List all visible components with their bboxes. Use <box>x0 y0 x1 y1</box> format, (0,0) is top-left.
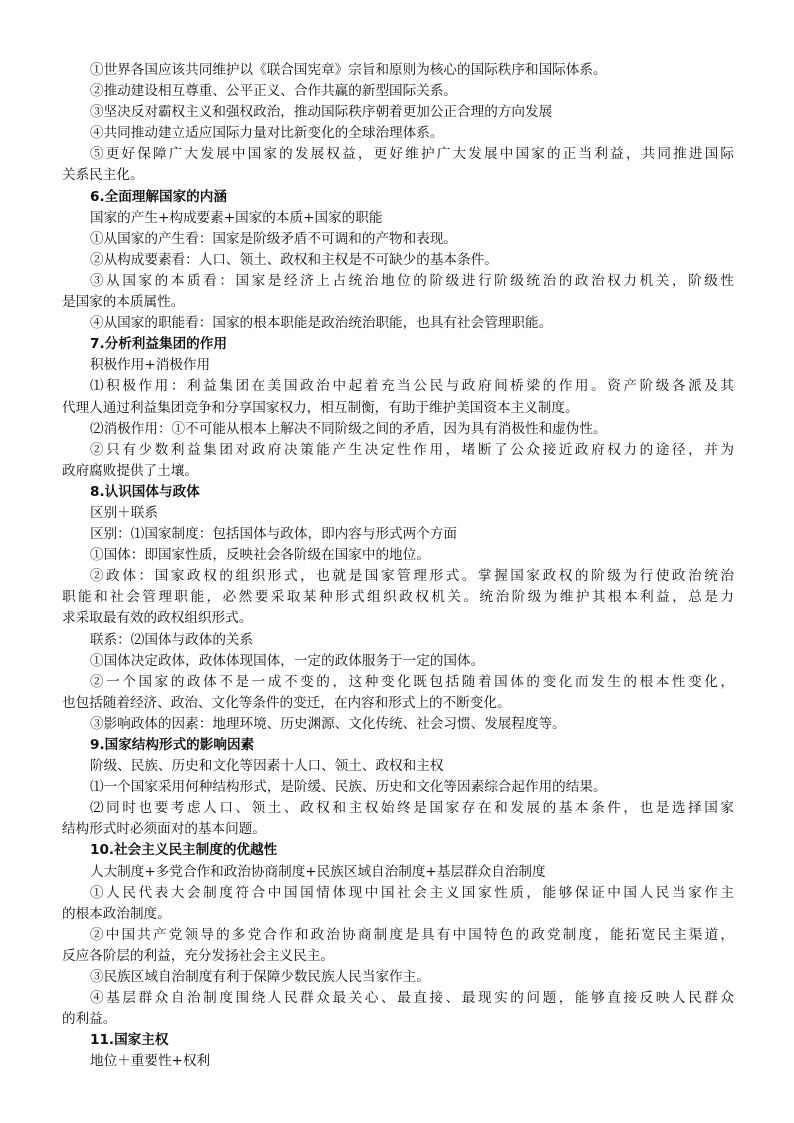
paragraph: ②政体：国家政权的组织形式，也就是国家管理形式。掌握国家政权的阶级为行使政治统治 <box>90 568 734 585</box>
section-heading: 7.分析利益集团的作用 <box>90 336 227 353</box>
section-7 <box>62 334 734 482</box>
paragraph: ③从国家的本质看：国家是经济上占统治地位的阶级进行阶级统治的政治权力机关，阶级性 <box>90 272 734 289</box>
paragraph-continuation: 关系民主化。 <box>62 167 144 184</box>
paragraph-continuation: 代理人通过利益集团竞争和分享国家权力，相互制衡，有助于维护美国资本主义制度。 <box>62 399 579 416</box>
paragraph: ②推动建设相互尊重、公平正义、合作共赢的新型国际关系。 <box>90 83 458 100</box>
paragraph: ⑴一个国家采用何种结构形式，是阶缓、民族、历史和文化等因素综合起作用的结果。 <box>90 779 607 796</box>
section-summary: 地位＋重要性+权利 <box>90 1053 211 1070</box>
document-body <box>62 60 734 1073</box>
paragraph: ⑤更好保障广大发展中国家的发展权益，更好维护广大发展中国家的正当利益，共同推进国际 <box>90 146 734 163</box>
section-10 <box>62 840 734 1030</box>
paragraph-continuation: 政府腐败提供了土壤。 <box>62 462 198 479</box>
section-heading: 9.国家结构形式的影响因素 <box>90 737 255 753</box>
paragraph: ③坚决反对霸权主义和强权政治，推动国际秩序朝着更加公正合理的方向发展 <box>90 104 553 121</box>
section-5-list <box>62 60 734 187</box>
paragraph-continuation: 职能和社会管理职能，必然要采取某种形式组织政权机关。统治阶级为维护其根本利益，总是力 <box>62 589 734 606</box>
section-summary: 人大制度+多党合作和政治协商制度+民族区域自治制度+基层群众自治制度 <box>90 863 546 880</box>
paragraph-continuation: 也包括随着经济、政治、文化等条件的变迁，在内容和形式上的不断变化。 <box>62 694 511 711</box>
paragraph: ③民族区域自治制度有利于保障少数民族人民当家作主。 <box>90 969 430 986</box>
paragraph: ③影响政体的因素：地理环境、历史渊源、文化传统、社会习惯、发展程度等。 <box>90 715 566 732</box>
paragraph: 联系：⑵国体与政体的关系 <box>90 631 254 648</box>
section-9 <box>62 735 734 840</box>
paragraph: ④从国家的职能看：国家的根本职能是政治统治职能，也具有社会管理职能。 <box>90 315 553 332</box>
section-heading: 6.全面理解国家的内涵 <box>90 188 227 205</box>
section-heading: 10.社会主义民主制度的优越性 <box>90 842 278 859</box>
section-summary: 区别＋联系 <box>90 504 158 521</box>
paragraph: ②从构成要素看：人口、领土、政权和主权是不可缺少的基本条件。 <box>90 251 498 268</box>
paragraph: ⑵同时也要考虑人口、领土、政权和主权始终是国家存在和发展的基本条件，也是选择国家 <box>90 800 734 817</box>
section-heading: 8.认识国体与政体 <box>90 483 200 500</box>
paragraph: ①国体决定政体，政体体现国体，一定的政体服务于一定的国体。 <box>90 652 485 669</box>
section-6 <box>62 187 734 335</box>
paragraph: ⑵消极作用：①不可能从根本上解决不同阶级之间的矛盾，因为具有消极性和虚伪性。 <box>90 420 607 437</box>
paragraph: ②只有少数利益集团对政府决策能产生决定性作用，堵断了公众接近政府权力的途径，并为 <box>90 441 734 458</box>
paragraph: ②中国共产党领导的多党合作和政治协商制度是具有中国特色的政党制度，能拓宽民主渠道， <box>90 926 734 943</box>
paragraph: ①世界各国应该共同维护以《联合国宪章》宗旨和原则为核心的国际秩序和国际体系。 <box>90 62 607 78</box>
paragraph: ①国体：即国家性质，反映社会各阶级在国家中的地位。 <box>90 547 430 564</box>
paragraph-continuation: 反应各阶层的利益，充分发扬社会主义民主。 <box>62 947 334 964</box>
paragraph-continuation: 是国家的本质属性。 <box>62 294 185 311</box>
section-11 <box>62 1030 734 1072</box>
paragraph: ①人民代表大会制度符合中国国情体现中国社会主义国家性质，能够保证中国人民当家作主 <box>90 884 734 901</box>
paragraph: ④共同推动建立适应国际力量对比新变化的全球治理体系。 <box>90 125 444 142</box>
paragraph-continuation: 的利益。 <box>62 1011 117 1028</box>
paragraph: 区别：⑴国家制度：包括国体与政体，即内容与形式两个方面 <box>90 526 458 543</box>
section-summary: 国家的产生+构成要素+国家的本质+国家的职能 <box>90 209 383 226</box>
paragraph-continuation: 的根本政治制度。 <box>62 905 171 922</box>
paragraph: ②一个国家的政体不是一成不变的，这种变化既包括随着国体的变化而发生的根本性变化， <box>90 673 734 690</box>
paragraph: ⑴积极作用：利益集团在美国政治中起着充当公民与政府间桥梁的作用。资产阶级各派及其 <box>90 378 734 395</box>
section-8 <box>62 482 734 735</box>
paragraph: ④基层群众自治制度围绕人民群众最关心、最直接、最现实的问题，能够直接反映人民群众 <box>90 990 734 1007</box>
paragraph: ①从国家的产生看：国家是阶级矛盾不可调和的产物和表现。 <box>90 230 458 247</box>
section-summary: 阶级、民族、历史和文化等因素十人口、领土、政权和主权 <box>90 758 444 775</box>
section-summary: 积极作用+消极作用 <box>90 357 211 374</box>
paragraph-continuation: 结构形式时必须面对的基本问题。 <box>62 821 266 838</box>
section-heading: 11.国家主权 <box>90 1032 169 1049</box>
paragraph-continuation: 求采取最有效的政权组织形式。 <box>62 610 253 627</box>
